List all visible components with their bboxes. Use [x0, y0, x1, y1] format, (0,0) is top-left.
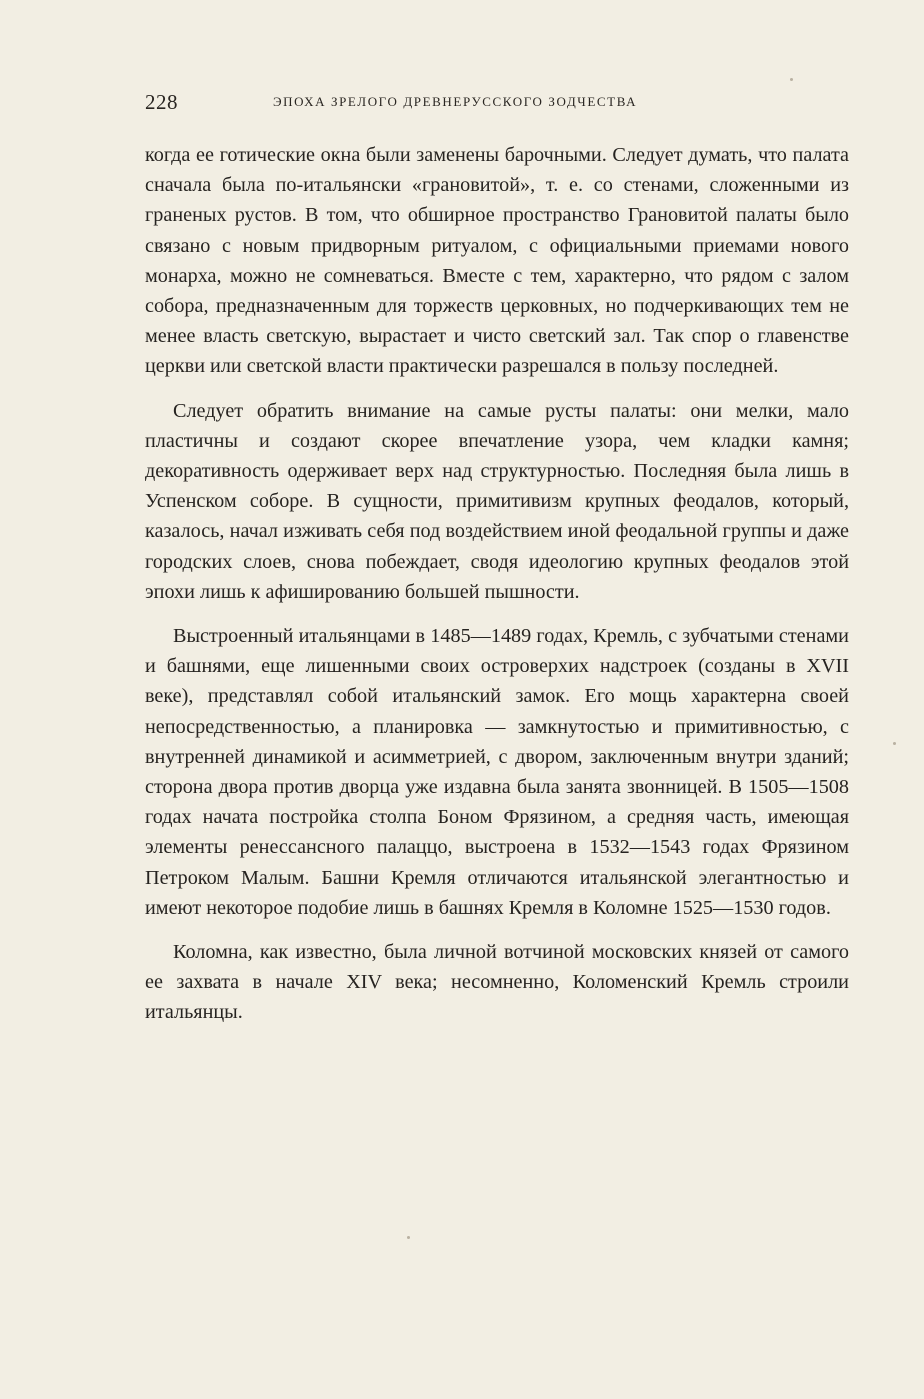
body-text — [145, 140, 849, 1042]
running-header — [145, 90, 850, 120]
paper-speck — [893, 742, 896, 745]
paper-speck — [790, 78, 793, 81]
running-title: ЭПОХА ЗРЕЛОГО ДРЕВНЕРУССКОГО ЗОДЧЕСТВА — [273, 94, 638, 109]
paragraph-rusts: Следует обратить внимание на самые русты палаты: они мелки, мало пластичны и создают скорее впечатление узора, чем кладки камня; декоративность одерживает верх над структурностью. Последняя была лишь в Успенском соборе. В сущности, примитивизм крупных феодалов, который, казалось, начал изживать себя под воздействием иной феодальной группы и даже городских слоев, снова побеждает, сводя идеологию крупных феодалов этой эпохи лишь к афишированию большей пышности. — [145, 399, 849, 603]
paper-speck — [407, 1236, 410, 1239]
paragraph-continued: когда ее готические окна были заменены барочными. Следует думать, что палата сначала была по-итальянски «грановитой», т. е. со стенами, сложенными из граненых рустов. В том, что обширное пространство Грановитой палаты было связано с новым придворным ритуалом, с официальными приемами нового монарха, можно не сомневаться. Вместе с тем, характерно, что рядом с залом собора, предназначенным для торжеств церковных, но подчеркивающих тем не менее власть светскую, вырастает и чисто светский зал. Так спор о главенстве церкви или светской власти практически разрешался в пользу последней. — [145, 144, 849, 378]
page-number: 228 — [145, 90, 178, 114]
paragraph-kolomna: Коломна, как известно, была личной вотчиной московских князей от самого ее захвата в начале XIV века; несомненно, Коломенский Кремль строили итальянцы. — [145, 941, 849, 1024]
paragraph-kremlin: Выстроенный итальянцами в 1485—1489 годах, Кремль, с зубчатыми стенами и башнями, еще лишенными своих островерхих надстроек (созданы в XVII веке), представлял собой итальянский замок. Его мощь характерна своей непосредственностью, а планировка — замкнутостью и примитивностью, с внутренней динамикой и асимметрией, с двором, заключенным внутри зданий; сторона двора против дворца уже издавна была занята звонницей. В 1505—1508 годах начата постройка столпа Боном Фрязином, а средняя часть, имеющая элементы ренессансного палаццо, выстроена в 1532—1543 годах Фрязином Петроком Малым. Башни Кремля отличаются итальянской элегантностью и имеют некоторое подобие лишь в башнях Кремля в Коломне 1525—1530 годов. — [145, 625, 849, 919]
